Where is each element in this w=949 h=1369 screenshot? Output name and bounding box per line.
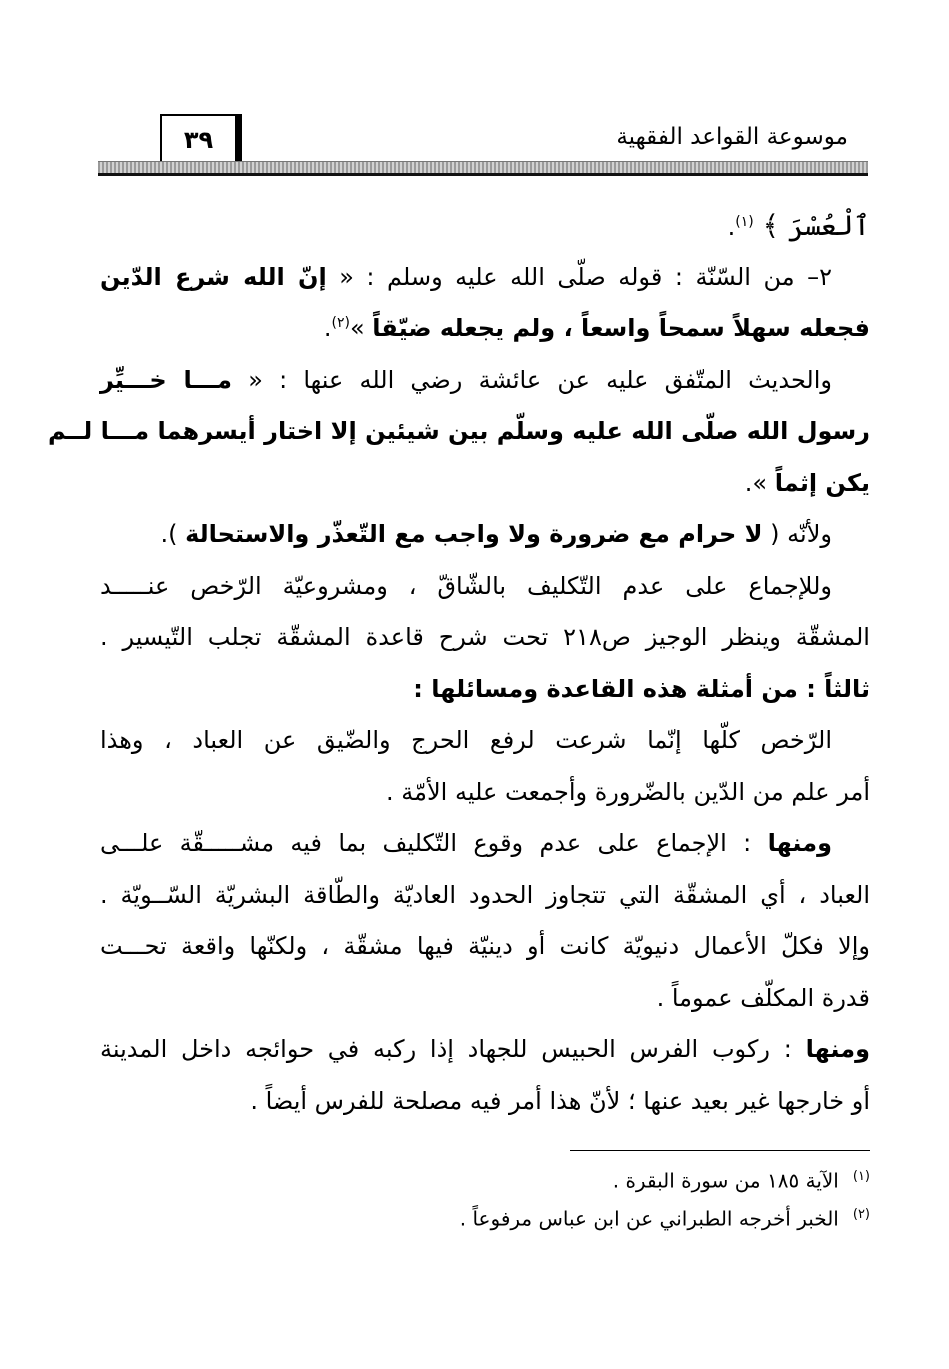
text-line xyxy=(100,355,870,407)
footnote-number: (٢) xyxy=(852,1207,870,1222)
text-line xyxy=(100,200,870,252)
bold-text: يكن إثماً xyxy=(774,468,870,497)
text-line xyxy=(100,818,870,870)
text-run: الرّخص كلّها إنّما شرعت لرفع الحرج والضّيق عن العباد ، وهذا xyxy=(100,726,832,754)
text-run: العباد ، أي المشقّة التي تتجاوز الحدود العاديّة والطّاقة البشريّة السّــويّة . xyxy=(100,880,870,909)
page-number-box xyxy=(160,114,242,166)
footnote-text: الآية ١٨٥ من سورة البقرة . xyxy=(612,1168,839,1193)
text-run: المشقّة وينظر الوجيز ص٢١٨ تحت شرح قاعدة المشقّة تجلب التّيسير . xyxy=(100,623,870,651)
text-run: أمر علم من الدّين بالضّرورة وأجمعت عليه الأمّة . xyxy=(386,777,870,806)
text-line xyxy=(100,1024,870,1076)
bold-text: لا حرام مع ضرورة ولا واجب مع التّعذّر والاستحالة xyxy=(185,520,763,548)
footnotes xyxy=(100,1158,870,1234)
text-line xyxy=(100,870,870,922)
footnote-separator xyxy=(570,1150,870,1151)
text-run: ». xyxy=(744,468,775,497)
text-run: أو خارجها غير بعيد عنها ؛ لأنّ هذا أمر فيه مصلحة للفرس أيضاً . xyxy=(250,1086,870,1115)
bold-text: رسول الله صلّى الله عليه وسلّم بين شيئين إلا اختار أيسرهما مـــا لــم xyxy=(48,417,870,445)
text-line xyxy=(100,612,870,664)
text-line xyxy=(100,767,870,819)
text-run: » xyxy=(349,314,373,342)
text-line xyxy=(100,1076,870,1128)
footnote xyxy=(100,1196,870,1234)
footnote xyxy=(100,1158,870,1196)
text-line xyxy=(100,303,870,355)
text-run: . xyxy=(323,314,332,342)
footnote-ref: (١) xyxy=(735,214,754,230)
page-number: ٣٩ xyxy=(183,126,214,154)
page-header xyxy=(98,112,868,176)
bold-text: إنّ الله شرع الدّين xyxy=(100,262,327,291)
bold-text: ومنها xyxy=(805,1035,870,1063)
header-rule xyxy=(98,161,868,176)
footnote-text: الخبر أخرجه الطبراني عن ابن عباس مرفوعاً . xyxy=(459,1206,839,1231)
bold-text: مـــا خـــيِّر xyxy=(100,365,233,394)
text-run: : الإجماع على عدم وقوع التّكليف بما فيه مشـــــقّة علـــى xyxy=(100,829,768,857)
bold-text: فجعله سهلاً سمحاً واسعاً ، ولم يجعله ضيّقاً xyxy=(372,314,870,342)
body-text xyxy=(48,200,870,1127)
text-run: ولأنّه ( xyxy=(762,520,832,548)
text-run: : ركوب الفرس الحبيس للجهاد إذا ركبه في حوائجه داخل المدينة xyxy=(100,1035,806,1063)
text-line xyxy=(100,561,870,613)
text-line xyxy=(100,509,870,561)
text-run: قدرة المكلّف عموماً . xyxy=(656,983,870,1012)
bold-text: ومنها xyxy=(767,829,832,857)
text-run: ). xyxy=(160,520,186,548)
text-run: ٢– من السّنّة : قوله صلّى الله عليه وسلم : « xyxy=(326,262,833,291)
footnote-ref: (٢) xyxy=(331,315,350,331)
bold-text: ثالثاً : من أمثلة هذه القاعدة ومسائلها : xyxy=(413,674,870,703)
text-line xyxy=(100,973,870,1025)
text-line xyxy=(48,406,870,458)
text-line xyxy=(100,921,870,973)
text-run: . xyxy=(727,213,736,241)
text-line xyxy=(100,715,870,767)
text-line xyxy=(100,252,870,304)
text-run: ٱلْعُسْرَ ﴾ xyxy=(753,209,870,242)
text-run: وللإجماع على عدم التّكليف بالشّاقّ ، ومشروعيّة الرّخص عنـــــد xyxy=(100,571,832,600)
footnote-number: (١) xyxy=(852,1169,870,1184)
text-line xyxy=(100,458,870,510)
text-run: وإلا فكلّ الأعمال دنيويّة كانت أو دينيّة فيها مشقّة ، ولكنّها واقعة تحـــت xyxy=(100,932,870,960)
book-title: موسوعة القواعد الفقهية xyxy=(616,124,848,150)
text-run: والحديث المتّفق عليه عن عائشة رضي الله عنها : « xyxy=(232,365,833,394)
text-line xyxy=(100,664,870,716)
